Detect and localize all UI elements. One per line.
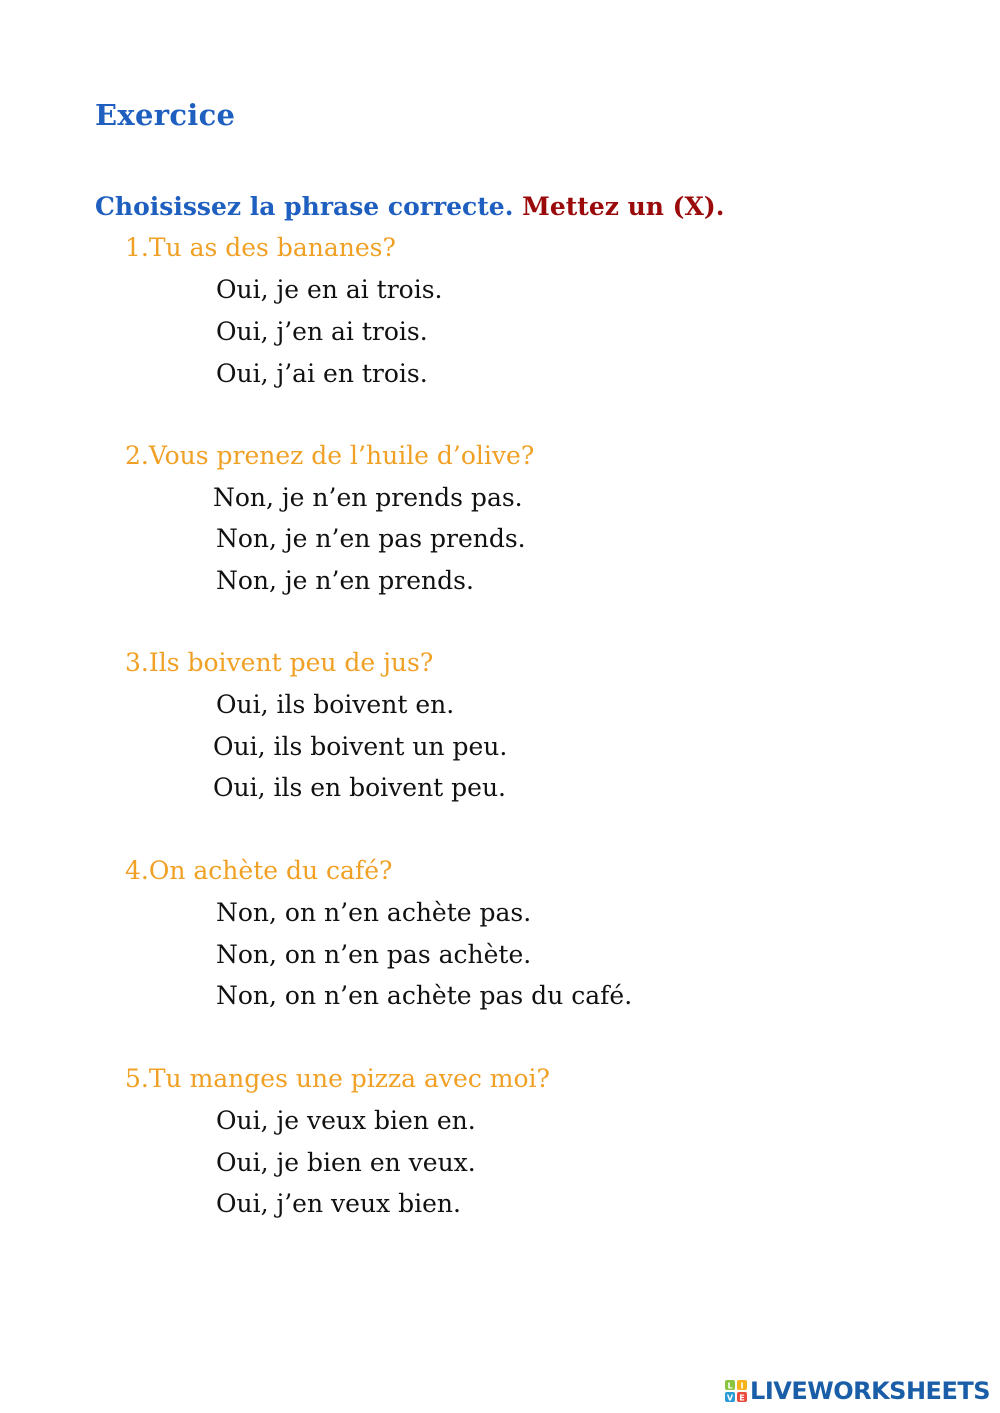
- q1-option-3[interactable]: Oui, j’ai en trois.: [216, 359, 428, 388]
- q3-option-1[interactable]: Oui, ils boivent en.: [216, 690, 455, 719]
- svg-text:V: V: [726, 1393, 734, 1403]
- question-1: 1.Tu as des bananes?: [125, 233, 396, 262]
- question-4: 4.On achète du café?: [125, 856, 393, 885]
- svg-text:L: L: [727, 1381, 733, 1391]
- q2-option-2[interactable]: Non, je n’en pas prends.: [216, 524, 526, 553]
- q4-option-2[interactable]: Non, on n’en pas achète.: [216, 940, 532, 969]
- instruction-mark: Mettez un (X).: [522, 192, 725, 221]
- question-3: 3.Ils boivent peu de jus?: [125, 648, 434, 677]
- svg-text:E: E: [739, 1393, 745, 1403]
- svg-text:I: I: [740, 1381, 744, 1391]
- instruction-choose: Choisissez la phrase correcte.: [95, 192, 514, 221]
- page-title: Exercice: [95, 98, 236, 132]
- question-5: 5.Tu manges une pizza avec moi?: [125, 1064, 550, 1093]
- q5-option-3[interactable]: Oui, j’en veux bien.: [216, 1189, 461, 1218]
- q2-option-1[interactable]: Non, je n’en prends pas.: [213, 483, 523, 512]
- q1-option-1[interactable]: Oui, je en ai trois.: [216, 275, 443, 304]
- q1-option-2[interactable]: Oui, j’en ai trois.: [216, 317, 428, 346]
- question-2: 2.Vous prenez de l’huile d’olive?: [125, 441, 535, 470]
- q4-option-1[interactable]: Non, on n’en achète pas.: [216, 898, 532, 927]
- q4-option-3[interactable]: Non, on n’en achète pas du café.: [216, 981, 633, 1010]
- q5-option-1[interactable]: Oui, je veux bien en.: [216, 1106, 476, 1135]
- logo-text: LIVEWORKSHEETS: [750, 1377, 990, 1405]
- instruction-line: [95, 192, 724, 221]
- q2-option-3[interactable]: Non, je n’en prends.: [216, 566, 474, 595]
- liveworksheets-logo-icon: [724, 1379, 748, 1403]
- q3-option-3[interactable]: Oui, ils en boivent peu.: [213, 773, 507, 802]
- q5-option-2[interactable]: Oui, je bien en veux.: [216, 1148, 476, 1177]
- liveworksheets-logo: [724, 1377, 990, 1405]
- q3-option-2[interactable]: Oui, ils boivent un peu.: [213, 732, 508, 761]
